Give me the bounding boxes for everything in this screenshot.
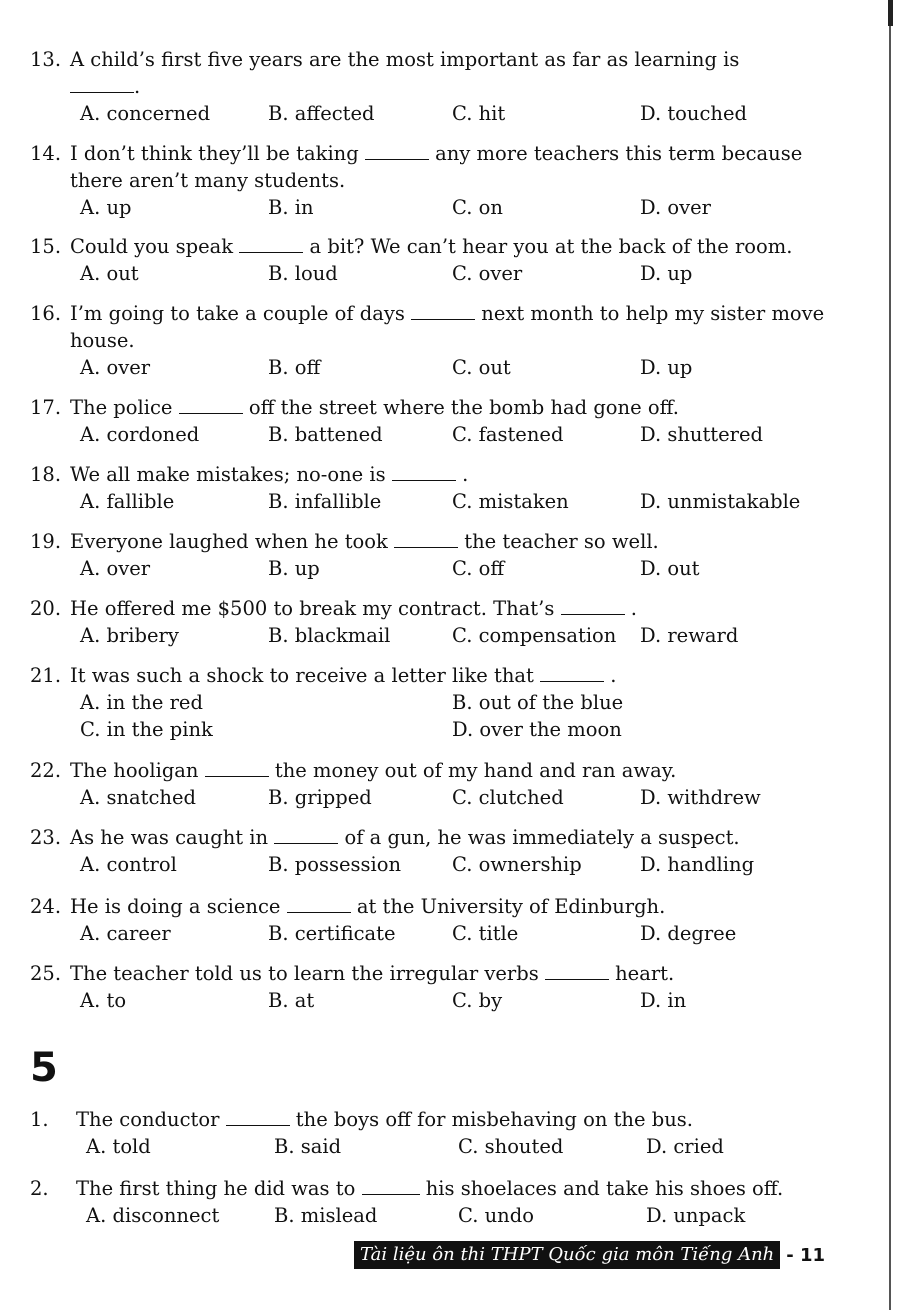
option-a: A. over (80, 557, 151, 580)
answer-blank (394, 531, 458, 548)
question-stem: The conductor the boys off for misbehaving on the bus. (76, 1108, 693, 1131)
answer-blank (365, 143, 429, 160)
section-question-1 (30, 1106, 830, 1160)
question-number: 13. (30, 48, 62, 71)
option-c: C. clutched (452, 786, 564, 809)
question-19 (30, 528, 830, 582)
option-d: D. degree (640, 922, 737, 945)
question-stem: I don’t think they’ll be taking any more teachers this term because there aren’t many students. (70, 142, 803, 192)
option-b: B. up (268, 557, 320, 580)
option-b: B. mislead (274, 1204, 378, 1227)
option-c: C. ownership (452, 853, 582, 876)
option-d: D. unpack (646, 1204, 746, 1227)
question-21 (30, 662, 830, 743)
option-d: D. cried (646, 1135, 724, 1158)
option-a: A. over (80, 356, 151, 379)
question-number: 14. (30, 142, 62, 165)
question-number: 22. (30, 759, 62, 782)
option-a: A. control (80, 853, 177, 876)
option-a: A. to (80, 989, 127, 1012)
question-24 (30, 893, 830, 947)
answer-blank (226, 1109, 290, 1126)
option-c: C. compensation (452, 624, 617, 647)
option-b: B. off (268, 356, 321, 379)
page-edge-line (889, 0, 891, 1310)
question-stem: Everyone laughed when he took the teacher so well. (70, 530, 659, 553)
option-a: A. cordoned (80, 423, 200, 446)
question-stem: As he was caught in of a gun, he was immediately a suspect. (70, 826, 740, 849)
option-d: D. touched (640, 102, 747, 125)
question-stem: We all make mistakes; no-one is . (70, 463, 469, 486)
options-row (80, 260, 830, 287)
options-row (80, 555, 830, 582)
question-stem: The teacher told us to learn the irregular verbs heart. (70, 962, 675, 985)
question-stem: The police off the street where the bomb had gone off. (70, 396, 679, 419)
options-row (80, 920, 830, 947)
question-number: 20. (30, 597, 62, 620)
answer-blank (70, 76, 134, 93)
option-c: C. off (452, 557, 505, 580)
answer-blank (545, 963, 609, 980)
option-a: A. in the red (80, 691, 203, 714)
option-d: D. over the moon (452, 718, 622, 741)
option-d: D. handling (640, 853, 755, 876)
answer-blank (392, 464, 456, 481)
answer-blank (274, 827, 338, 844)
question-number: 16. (30, 302, 62, 325)
option-d: D. up (640, 356, 693, 379)
options-row (80, 100, 830, 127)
question-number: 17. (30, 396, 62, 419)
option-c: C. over (452, 262, 523, 285)
question-22 (30, 757, 830, 811)
answer-blank (411, 303, 475, 320)
option-c: C. hit (452, 102, 506, 125)
question-17 (30, 394, 830, 448)
options-row (80, 354, 830, 381)
option-b: B. blackmail (268, 624, 391, 647)
question-stem: He offered me $500 to break my contract. That’s . (70, 597, 637, 620)
options-row (80, 194, 830, 221)
question-stem: The hooligan the money out of my hand and ran away. (70, 759, 677, 782)
option-b: B. infallible (268, 490, 382, 513)
question-stem: I’m going to take a couple of days next month to help my sister move house. (70, 302, 825, 352)
question-15 (30, 233, 830, 287)
option-b: B. in (268, 196, 314, 219)
question-number: 15. (30, 235, 62, 258)
option-b: B. gripped (268, 786, 372, 809)
question-number: 21. (30, 664, 62, 687)
option-d: D. reward (640, 624, 739, 647)
option-b: B. affected (268, 102, 375, 125)
option-d: D. shuttered (640, 423, 764, 446)
question-16 (30, 300, 830, 381)
question-14 (30, 140, 830, 221)
question-number: 25. (30, 962, 62, 985)
options-row (80, 851, 830, 878)
option-a: A. out (80, 262, 139, 285)
option-a: A. told (86, 1135, 151, 1158)
footer-book-title: Tài liệu ôn thi THPT Quốc gia môn Tiếng Anh (354, 1241, 780, 1269)
question-stem: It was such a shock to receive a letter like that . (70, 664, 617, 687)
option-a: A. bribery (80, 624, 179, 647)
option-b: B. battened (268, 423, 383, 446)
option-d: D. over (640, 196, 711, 219)
question-stem: The first thing he did was to his shoelaces and take his shoes off. (76, 1177, 784, 1200)
options-row (80, 488, 830, 515)
option-c: C. by (452, 989, 503, 1012)
option-d: D. in (640, 989, 687, 1012)
answer-blank (540, 665, 604, 682)
option-c: C. out (452, 356, 511, 379)
question-stem: A child’s first five years are the most important as far as learning is . (70, 48, 740, 98)
option-d: D. unmistakable (640, 490, 801, 513)
option-a: A. disconnect (86, 1204, 220, 1227)
option-b: B. certificate (268, 922, 396, 945)
question-18 (30, 461, 830, 515)
page-number: - 11 (786, 1244, 826, 1266)
question-stem: Could you speak a bit? We can’t hear you at the back of the room. (70, 235, 793, 258)
answer-blank (179, 397, 243, 414)
option-a: A. snatched (80, 786, 197, 809)
option-d: D. up (640, 262, 693, 285)
option-c: C. mistaken (452, 490, 569, 513)
option-a: A. concerned (80, 102, 211, 125)
question-20 (30, 595, 830, 649)
answer-blank (362, 1178, 420, 1195)
option-c: C. fastened (452, 423, 564, 446)
options-row (80, 421, 830, 448)
answer-blank (239, 236, 303, 253)
question-number: 19. (30, 530, 62, 553)
options-row (86, 1202, 830, 1229)
section-question-2 (30, 1175, 830, 1229)
question-number: 18. (30, 463, 62, 486)
option-b: B. at (268, 989, 315, 1012)
question-number: 24. (30, 895, 62, 918)
option-a: A. career (80, 922, 171, 945)
option-c: C. in the pink (80, 718, 213, 741)
question-13 (30, 46, 830, 127)
option-c: C. on (452, 196, 503, 219)
section-number: 5 (30, 1045, 58, 1091)
options-row (80, 784, 830, 811)
options-row (86, 1133, 830, 1160)
question-number: 2. (30, 1177, 49, 1200)
option-c: C. undo (458, 1204, 534, 1227)
answer-blank (561, 598, 625, 615)
options-row (80, 987, 830, 1014)
option-b: B. possession (268, 853, 402, 876)
option-b: B. out of the blue (452, 691, 624, 714)
option-c: C. title (452, 922, 519, 945)
answer-blank (205, 760, 269, 777)
question-stem: He is doing a science at the University of Edinburgh. (70, 895, 666, 918)
question-number: 1. (30, 1108, 49, 1131)
question-25 (30, 960, 830, 1014)
option-c: C. shouted (458, 1135, 564, 1158)
option-d: D. out (640, 557, 700, 580)
question-number: 23. (30, 826, 62, 849)
question-23 (30, 824, 830, 878)
page-footer (354, 1240, 825, 1270)
option-d: D. withdrew (640, 786, 761, 809)
options-grid (80, 689, 830, 743)
option-a: A. up (80, 196, 132, 219)
options-row (80, 622, 830, 649)
option-a: A. fallible (80, 490, 175, 513)
answer-blank (287, 896, 351, 913)
option-b: B. loud (268, 262, 338, 285)
page-edge-mark (888, 0, 893, 26)
option-b: B. said (274, 1135, 342, 1158)
